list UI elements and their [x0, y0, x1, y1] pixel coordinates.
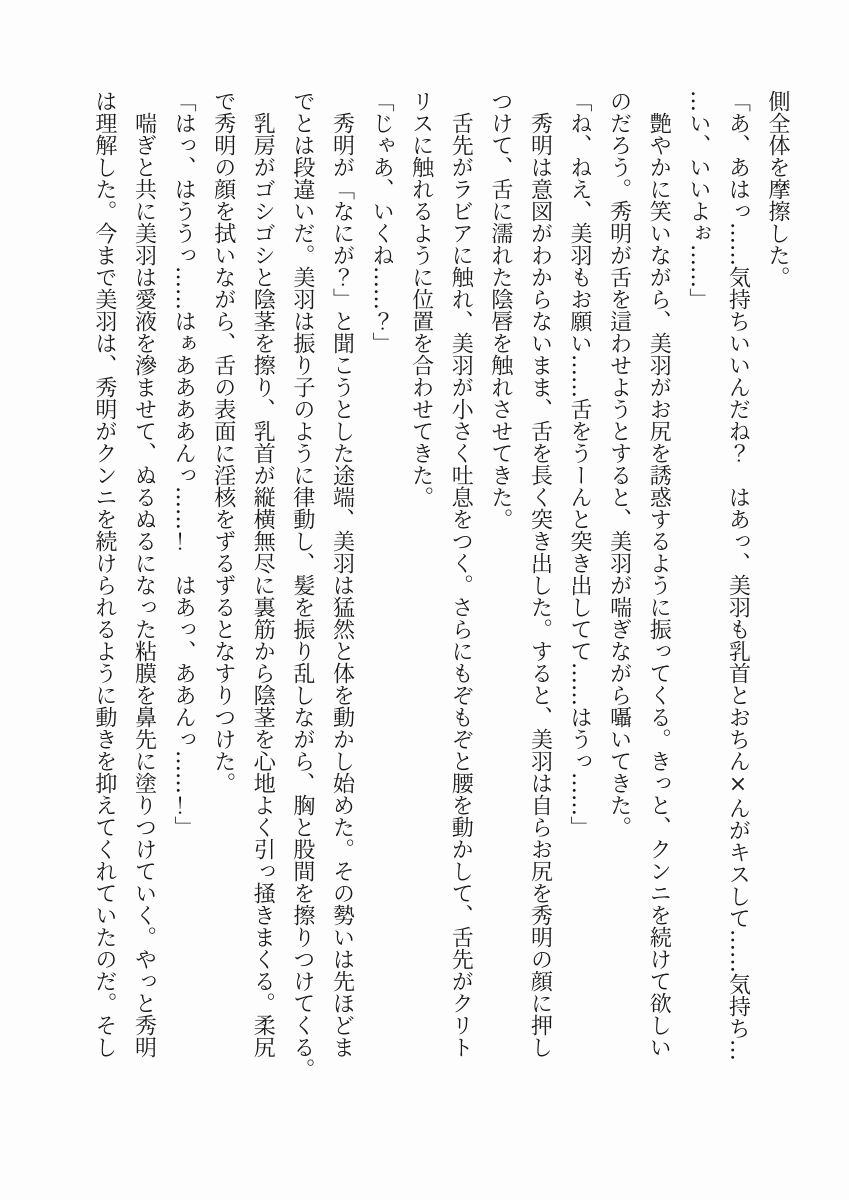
text-line: 秀明は意図がわからないまま、舌を長く突き出した。すると、美羽は自らお尻を秀明の顔に押し — [527, 112, 553, 1058]
text-line: 秀明が「なにが？」と聞こうとした途端、美羽は猛然と体を動かし始めた。その勢いは先ほどま — [329, 112, 355, 1058]
text-line: でとは段違いだ。美羽は振り子のように律動し、髪を振り乱しながら、胸と股間を擦りつけてくる。 — [289, 90, 315, 1080]
text-line: 艶やかに笑いながら、美羽がお尻を誘惑するように振ってくる。きっと、クンニを続けて欲しい — [646, 112, 672, 1058]
text-line: 乳房がゴシゴシと陰茎を擦り、乳首が縦横無尽に裏筋から陰茎を心地よく引っ掻きまくる。柔尻 — [250, 112, 276, 1058]
text-line: 舌先がラビアに触れ、美羽が小さく吐息をつく。さらにもぞもぞと腰を動かして、舌先がクリト — [448, 112, 474, 1058]
text-line: つけて、舌に濡れた陰唇を触れさせてきた。 — [487, 90, 513, 530]
text-line: は理解した。今まで美羽は、秀明がクンニを続けられるように動きを抑えてくれていたのだ。そし — [91, 90, 117, 1058]
text-line: …い、いいよぉ……」 — [685, 90, 711, 310]
text-line: 喘ぎと共に美羽は愛液を滲ませて、ぬるぬるになった粘膜を鼻先に塗りつけていく。やっと秀明 — [131, 112, 157, 1058]
text-line: 「ね、ねえ、美羽もお願い……舌をうーんと突き出してて……はうっ……」 — [567, 90, 593, 838]
text-line: 「じゃあ、いくね……？」 — [369, 90, 395, 354]
text-line: 側全体を摩擦した。 — [765, 90, 790, 288]
text-line: 「はっ、はううっ……はぁああああんっ……！ はあっ、ああんっ……！」 — [171, 90, 197, 838]
text-line: で秀明の顔を拭いながら、舌の表面に淫核をずるずるとなすりつけた。 — [210, 90, 236, 794]
text-line: リスに触れるように位置を合わせてきた。 — [408, 90, 434, 508]
vertical-text-block — [67, 90, 797, 1120]
text-line: のだろう。秀明が舌を這わせようとすると、美羽が喘ぎながら囁いてきた。 — [606, 90, 632, 838]
text-line: 「あ、あはっ……気持ちいいんだね？ はあっ、美羽も乳首とおちん×んがキスして……気持ち… — [725, 90, 751, 1061]
